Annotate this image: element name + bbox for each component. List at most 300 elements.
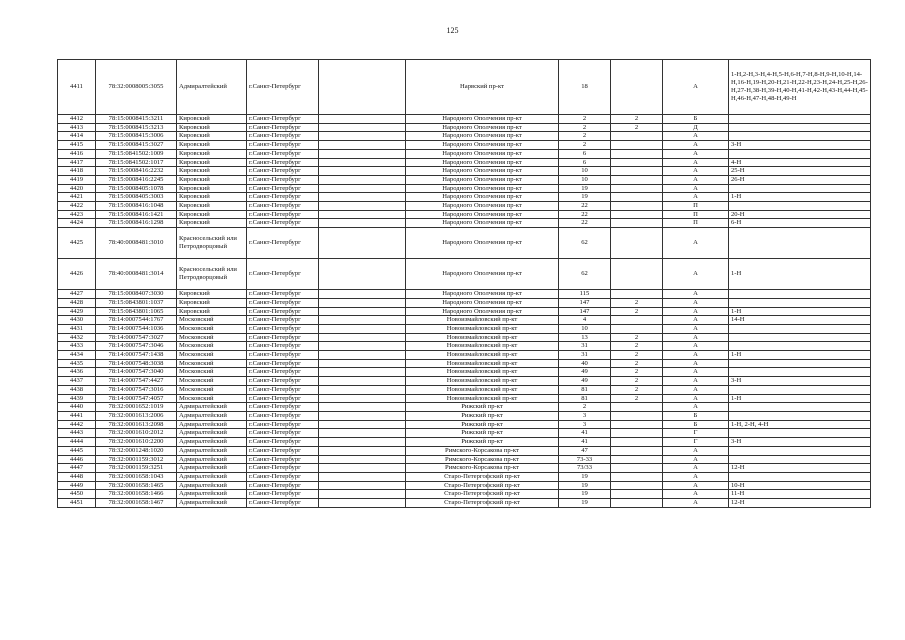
row-number-cell: 4450 (58, 490, 96, 499)
premises-cell (729, 429, 871, 438)
row-number-cell: 4444 (58, 438, 96, 447)
building-number-cell: 2 (611, 333, 663, 342)
house-number-cell: 3 (559, 420, 611, 429)
premises-cell: 3-Н (729, 438, 871, 447)
cadastral-number-cell: 78:40:0008481:3010 (96, 228, 177, 259)
premises-cell: 1-Н (729, 259, 871, 290)
row-number-cell: 4426 (58, 259, 96, 290)
city-cell: г.Санкт-Петербург (247, 385, 319, 394)
table-row (58, 411, 871, 420)
row-number-cell: 4436 (58, 368, 96, 377)
house-number-cell: 41 (559, 429, 611, 438)
property-register-table (57, 59, 871, 508)
empty-cell (319, 316, 406, 325)
letter-cell: А (663, 359, 729, 368)
building-number-cell (611, 132, 663, 141)
house-number-cell: 10 (559, 324, 611, 333)
city-cell: г.Санкт-Петербург (247, 446, 319, 455)
premises-cell: 12-Н (729, 499, 871, 508)
city-cell: г.Санкт-Петербург (247, 175, 319, 184)
premises-cell: 25-Н (729, 167, 871, 176)
empty-cell (319, 149, 406, 158)
house-number-cell: 73/33 (559, 464, 611, 473)
city-cell: г.Санкт-Петербург (247, 60, 319, 115)
letter-cell: А (663, 351, 729, 360)
table-row (58, 499, 871, 508)
district-cell: Адмиралтейский (177, 499, 247, 508)
house-number-cell: 2 (559, 132, 611, 141)
empty-cell (319, 228, 406, 259)
street-cell: Рижский пр-кт (406, 420, 559, 429)
letter-cell: А (663, 403, 729, 412)
building-number-cell: 2 (611, 298, 663, 307)
building-number-cell: 2 (611, 351, 663, 360)
building-number-cell (611, 175, 663, 184)
building-number-cell (611, 60, 663, 115)
cadastral-number-cell: 78:14:0007544:1767 (96, 316, 177, 325)
letter-cell: Б (663, 420, 729, 429)
street-cell: Народного Ополчения пр-кт (406, 210, 559, 219)
building-number-cell (611, 499, 663, 508)
city-cell: г.Санкт-Петербург (247, 307, 319, 316)
table-row (58, 324, 871, 333)
city-cell: г.Санкт-Петербург (247, 298, 319, 307)
table-row (58, 490, 871, 499)
letter-cell: А (663, 132, 729, 141)
district-cell: Адмиралтейский (177, 420, 247, 429)
street-cell: Народного Ополчения пр-кт (406, 193, 559, 202)
city-cell: г.Санкт-Петербург (247, 359, 319, 368)
premises-cell: 3-Н (729, 377, 871, 386)
letter-cell: Г (663, 438, 729, 447)
cadastral-number-cell: 78:15:0008416:1048 (96, 202, 177, 211)
empty-cell (319, 472, 406, 481)
cadastral-number-cell: 78:14:0007548:3038 (96, 359, 177, 368)
building-number-cell: 2 (611, 359, 663, 368)
street-cell: Рижский пр-кт (406, 429, 559, 438)
letter-cell: А (663, 149, 729, 158)
building-number-cell: 2 (611, 307, 663, 316)
city-cell: г.Санкт-Петербург (247, 132, 319, 141)
table-row (58, 420, 871, 429)
row-number-cell: 4431 (58, 324, 96, 333)
table-row (58, 60, 871, 115)
house-number-cell: 10 (559, 167, 611, 176)
empty-cell (319, 184, 406, 193)
building-number-cell (611, 411, 663, 420)
row-number-cell: 4449 (58, 481, 96, 490)
building-number-cell (611, 141, 663, 150)
building-number-cell (611, 464, 663, 473)
row-number-cell: 4419 (58, 175, 96, 184)
table-body (58, 60, 871, 508)
city-cell: г.Санкт-Петербург (247, 455, 319, 464)
table-row (58, 359, 871, 368)
cadastral-number-cell: 78:32:0001610:2200 (96, 438, 177, 447)
city-cell: г.Санкт-Петербург (247, 149, 319, 158)
cadastral-number-cell: 78:15:0008415:3211 (96, 115, 177, 124)
house-number-cell: 115 (559, 290, 611, 299)
empty-cell (319, 210, 406, 219)
building-number-cell (611, 167, 663, 176)
building-number-cell (611, 290, 663, 299)
table-row (58, 298, 871, 307)
house-number-cell: 147 (559, 307, 611, 316)
premises-cell (729, 403, 871, 412)
letter-cell: Б (663, 115, 729, 124)
empty-cell (319, 219, 406, 228)
cadastral-number-cell: 78:32:0001613:2006 (96, 411, 177, 420)
house-number-cell: 22 (559, 210, 611, 219)
city-cell: г.Санкт-Петербург (247, 403, 319, 412)
row-number-cell: 4417 (58, 158, 96, 167)
empty-cell (319, 481, 406, 490)
premises-cell: 14-Н (729, 316, 871, 325)
district-cell: Кировский (177, 149, 247, 158)
table-row (58, 158, 871, 167)
district-cell: Красносельский или Петродворцовый (177, 228, 247, 259)
letter-cell: П (663, 202, 729, 211)
row-number-cell: 4422 (58, 202, 96, 211)
city-cell: г.Санкт-Петербург (247, 193, 319, 202)
street-cell: Римского-Корсакова пр-кт (406, 455, 559, 464)
city-cell: г.Санкт-Петербург (247, 115, 319, 124)
cadastral-number-cell: 78:15:0843801:1037 (96, 298, 177, 307)
cadastral-number-cell: 78:14:0007547:1438 (96, 351, 177, 360)
letter-cell: А (663, 141, 729, 150)
table-row (58, 472, 871, 481)
empty-cell (319, 446, 406, 455)
building-number-cell (611, 324, 663, 333)
table-row (58, 403, 871, 412)
premises-cell: 3-Н (729, 141, 871, 150)
house-number-cell: 2 (559, 403, 611, 412)
cadastral-number-cell: 78:15:0008416:2245 (96, 175, 177, 184)
house-number-cell: 6 (559, 149, 611, 158)
street-cell: Народного Ополчения пр-кт (406, 123, 559, 132)
district-cell: Кировский (177, 167, 247, 176)
building-number-cell (611, 455, 663, 464)
table-row (58, 149, 871, 158)
cadastral-number-cell: 78:15:0841502:1017 (96, 158, 177, 167)
house-number-cell: 41 (559, 438, 611, 447)
table-row (58, 123, 871, 132)
table-row (58, 141, 871, 150)
street-cell: Старо-Петергофский пр-кт (406, 499, 559, 508)
table-row (58, 219, 871, 228)
letter-cell: А (663, 307, 729, 316)
row-number-cell: 4434 (58, 351, 96, 360)
empty-cell (319, 175, 406, 184)
letter-cell: А (663, 60, 729, 115)
house-number-cell: 4 (559, 316, 611, 325)
district-cell: Красносельский или Петродворцовый (177, 259, 247, 290)
house-number-cell: 10 (559, 175, 611, 184)
district-cell: Кировский (177, 123, 247, 132)
street-cell: Новоизмайловский пр-кт (406, 351, 559, 360)
city-cell: г.Санкт-Петербург (247, 394, 319, 403)
street-cell: Старо-Петергофский пр-кт (406, 472, 559, 481)
premises-cell: 4-Н (729, 158, 871, 167)
street-cell: Римского-Корсакова пр-кт (406, 464, 559, 473)
empty-cell (319, 394, 406, 403)
house-number-cell: 2 (559, 123, 611, 132)
city-cell: г.Санкт-Петербург (247, 324, 319, 333)
letter-cell: А (663, 481, 729, 490)
house-number-cell: 2 (559, 141, 611, 150)
building-number-cell (611, 472, 663, 481)
table-row (58, 307, 871, 316)
letter-cell: А (663, 290, 729, 299)
row-number-cell: 4429 (58, 307, 96, 316)
building-number-cell (611, 193, 663, 202)
empty-cell (319, 490, 406, 499)
district-cell: Московский (177, 385, 247, 394)
row-number-cell: 4433 (58, 342, 96, 351)
cadastral-number-cell: 78:14:0007544:1036 (96, 324, 177, 333)
city-cell: г.Санкт-Петербург (247, 342, 319, 351)
cadastral-number-cell: 78:32:0008005:3055 (96, 60, 177, 115)
building-number-cell (611, 446, 663, 455)
cadastral-number-cell: 78:15:0008405:3003 (96, 193, 177, 202)
row-number-cell: 4427 (58, 290, 96, 299)
district-cell: Адмиралтейский (177, 464, 247, 473)
empty-cell (319, 259, 406, 290)
table-row (58, 259, 871, 290)
city-cell: г.Санкт-Петербург (247, 411, 319, 420)
district-cell: Кировский (177, 290, 247, 299)
empty-cell (319, 167, 406, 176)
house-number-cell: 81 (559, 394, 611, 403)
house-number-cell: 147 (559, 298, 611, 307)
table-row (58, 132, 871, 141)
district-cell: Московский (177, 359, 247, 368)
district-cell: Кировский (177, 210, 247, 219)
building-number-cell (611, 228, 663, 259)
cadastral-number-cell: 78:40:0008481:3014 (96, 259, 177, 290)
district-cell: Адмиралтейский (177, 60, 247, 115)
empty-cell (319, 123, 406, 132)
district-cell: Кировский (177, 141, 247, 150)
house-number-cell: 31 (559, 342, 611, 351)
empty-cell (319, 403, 406, 412)
cadastral-number-cell: 78:32:0001248:1020 (96, 446, 177, 455)
street-cell: Нарвский пр-кт (406, 60, 559, 115)
premises-cell (729, 290, 871, 299)
table-row (58, 115, 871, 124)
house-number-cell: 49 (559, 377, 611, 386)
empty-cell (319, 202, 406, 211)
table-row (58, 210, 871, 219)
street-cell: Народного Ополчения пр-кт (406, 228, 559, 259)
page-number: 125 (446, 26, 459, 35)
city-cell: г.Санкт-Петербург (247, 158, 319, 167)
street-cell: Новоизмайловский пр-кт (406, 377, 559, 386)
premises-cell (729, 132, 871, 141)
building-number-cell (611, 210, 663, 219)
row-number-cell: 4414 (58, 132, 96, 141)
premises-cell: 26-Н (729, 175, 871, 184)
cadastral-number-cell: 78:32:0001613:2098 (96, 420, 177, 429)
row-number-cell: 4418 (58, 167, 96, 176)
empty-cell (319, 377, 406, 386)
building-number-cell: 2 (611, 385, 663, 394)
street-cell: Старо-Петергофский пр-кт (406, 490, 559, 499)
row-number-cell: 4447 (58, 464, 96, 473)
premises-cell: 1-Н (729, 394, 871, 403)
empty-cell (319, 141, 406, 150)
house-number-cell: 22 (559, 219, 611, 228)
table-row (58, 193, 871, 202)
city-cell: г.Санкт-Петербург (247, 429, 319, 438)
letter-cell: А (663, 333, 729, 342)
building-number-cell: 2 (611, 342, 663, 351)
premises-cell (729, 115, 871, 124)
cadastral-number-cell: 78:15:0841502:1009 (96, 149, 177, 158)
premises-cell (729, 446, 871, 455)
city-cell: г.Санкт-Петербург (247, 141, 319, 150)
district-cell: Адмиралтейский (177, 455, 247, 464)
city-cell: г.Санкт-Петербург (247, 123, 319, 132)
street-cell: Народного Ополчения пр-кт (406, 158, 559, 167)
district-cell: Адмиралтейский (177, 481, 247, 490)
empty-cell (319, 411, 406, 420)
district-cell: Кировский (177, 132, 247, 141)
house-number-cell: 19 (559, 193, 611, 202)
house-number-cell: 19 (559, 490, 611, 499)
house-number-cell: 40 (559, 359, 611, 368)
empty-cell (319, 115, 406, 124)
empty-cell (319, 429, 406, 438)
building-number-cell: 2 (611, 394, 663, 403)
street-cell: Народного Ополчения пр-кт (406, 149, 559, 158)
letter-cell: А (663, 490, 729, 499)
premises-cell (729, 149, 871, 158)
street-cell: Новоизмайловский пр-кт (406, 316, 559, 325)
premises-cell (729, 123, 871, 132)
building-number-cell (611, 184, 663, 193)
district-cell: Адмиралтейский (177, 429, 247, 438)
house-number-cell: 49 (559, 368, 611, 377)
table-row (58, 316, 871, 325)
city-cell: г.Санкт-Петербург (247, 202, 319, 211)
street-cell: Римского-Корсакова пр-кт (406, 446, 559, 455)
district-cell: Кировский (177, 307, 247, 316)
letter-cell: А (663, 472, 729, 481)
row-number-cell: 4420 (58, 184, 96, 193)
street-cell: Народного Ополчения пр-кт (406, 259, 559, 290)
city-cell: г.Санкт-Петербург (247, 290, 319, 299)
letter-cell: А (663, 455, 729, 464)
district-cell: Адмиралтейский (177, 403, 247, 412)
city-cell: г.Санкт-Петербург (247, 472, 319, 481)
row-number-cell: 4438 (58, 385, 96, 394)
empty-cell (319, 333, 406, 342)
cadastral-number-cell: 78:32:0001658:1043 (96, 472, 177, 481)
row-number-cell: 4425 (58, 228, 96, 259)
house-number-cell: 19 (559, 499, 611, 508)
building-number-cell: 2 (611, 377, 663, 386)
letter-cell: А (663, 394, 729, 403)
district-cell: Кировский (177, 184, 247, 193)
premises-cell (729, 228, 871, 259)
house-number-cell: 62 (559, 228, 611, 259)
letter-cell: А (663, 499, 729, 508)
city-cell: г.Санкт-Петербург (247, 210, 319, 219)
table-row (58, 438, 871, 447)
cadastral-number-cell: 78:32:0001658:1466 (96, 490, 177, 499)
premises-cell (729, 324, 871, 333)
street-cell: Рижский пр-кт (406, 438, 559, 447)
cadastral-number-cell: 78:32:0001652:1019 (96, 403, 177, 412)
premises-cell (729, 298, 871, 307)
street-cell: Народного Ополчения пр-кт (406, 290, 559, 299)
letter-cell: А (663, 464, 729, 473)
street-cell: Народного Ополчения пр-кт (406, 115, 559, 124)
house-number-cell: 73-33 (559, 455, 611, 464)
district-cell: Кировский (177, 219, 247, 228)
empty-cell (319, 359, 406, 368)
premises-cell (729, 368, 871, 377)
street-cell: Новоизмайловский пр-кт (406, 359, 559, 368)
street-cell: Народного Ополчения пр-кт (406, 184, 559, 193)
city-cell: г.Санкт-Петербург (247, 377, 319, 386)
empty-cell (319, 193, 406, 202)
table-row (58, 167, 871, 176)
table-row (58, 184, 871, 193)
empty-cell (319, 385, 406, 394)
table-row (58, 394, 871, 403)
empty-cell (319, 132, 406, 141)
city-cell: г.Санкт-Петербург (247, 481, 319, 490)
table-row (58, 429, 871, 438)
building-number-cell: 2 (611, 123, 663, 132)
premises-cell: 20-Н (729, 210, 871, 219)
table-row (58, 351, 871, 360)
letter-cell: А (663, 175, 729, 184)
row-number-cell: 4430 (58, 316, 96, 325)
district-cell: Адмиралтейский (177, 438, 247, 447)
premises-cell (729, 359, 871, 368)
letter-cell: А (663, 446, 729, 455)
premises-cell: 11-Н (729, 490, 871, 499)
street-cell: Народного Ополчения пр-кт (406, 175, 559, 184)
letter-cell: А (663, 377, 729, 386)
row-number-cell: 4421 (58, 193, 96, 202)
row-number-cell: 4424 (58, 219, 96, 228)
premises-cell (729, 455, 871, 464)
house-number-cell: 47 (559, 446, 611, 455)
table-row (58, 202, 871, 211)
table-row (58, 333, 871, 342)
letter-cell: А (663, 368, 729, 377)
row-number-cell: 4445 (58, 446, 96, 455)
cadastral-number-cell: 78:14:0007547:4057 (96, 394, 177, 403)
street-cell: Рижский пр-кт (406, 411, 559, 420)
house-number-cell: 2 (559, 115, 611, 124)
house-number-cell: 18 (559, 60, 611, 115)
street-cell: Народного Ополчения пр-кт (406, 219, 559, 228)
city-cell: г.Санкт-Петербург (247, 464, 319, 473)
city-cell: г.Санкт-Петербург (247, 351, 319, 360)
street-cell: Народного Ополчения пр-кт (406, 167, 559, 176)
building-number-cell (611, 490, 663, 499)
city-cell: г.Санкт-Петербург (247, 184, 319, 193)
row-number-cell: 4415 (58, 141, 96, 150)
building-number-cell (611, 219, 663, 228)
district-cell: Адмиралтейский (177, 446, 247, 455)
cadastral-number-cell: 78:32:0001658:1465 (96, 481, 177, 490)
